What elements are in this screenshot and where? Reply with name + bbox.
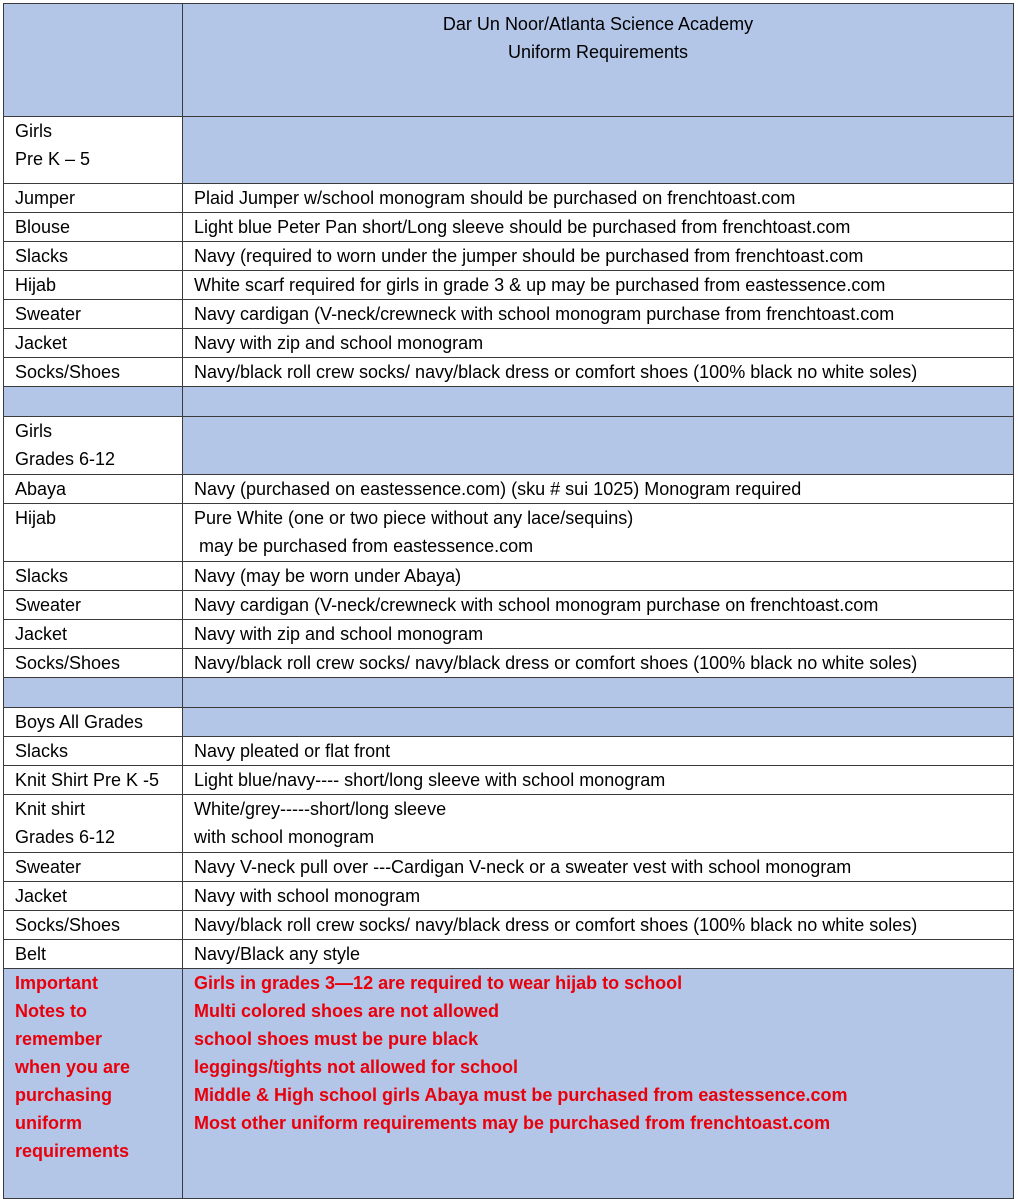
item-description: Navy with zip and school monogram bbox=[183, 620, 1014, 649]
item-description: Navy pleated or flat front bbox=[183, 737, 1014, 766]
item-description: Light blue Peter Pan short/Long sleeve should be purchased from frenchtoast.com bbox=[183, 213, 1014, 242]
notes-label-line: Notes to bbox=[15, 1001, 87, 1021]
table-row bbox=[4, 242, 1014, 271]
title-blank-cell bbox=[4, 4, 183, 117]
table-row bbox=[4, 358, 1014, 387]
table-row bbox=[4, 649, 1014, 678]
notes-label-line: purchasing bbox=[15, 1085, 113, 1105]
item-label: Slacks bbox=[4, 242, 183, 271]
note-line: Girls in grades 3—12 are required to wear hijab to school bbox=[194, 973, 683, 993]
item-label: Slacks bbox=[4, 562, 183, 591]
notes-label-line: remember bbox=[15, 1029, 103, 1049]
table-row bbox=[4, 591, 1014, 620]
table-row bbox=[4, 882, 1014, 911]
section-header-row bbox=[4, 117, 1014, 184]
table-row bbox=[4, 766, 1014, 795]
item-description: Navy/black roll crew socks/ navy/black dress or comfort shoes (100% black no white soles) bbox=[183, 911, 1014, 940]
table-row bbox=[4, 737, 1014, 766]
notes-row bbox=[4, 969, 1014, 1199]
table-row bbox=[4, 504, 1014, 562]
item-description: Navy/Black any style bbox=[183, 940, 1014, 969]
item-description-line-2: may be purchased from eastessence.com bbox=[199, 536, 534, 556]
note-line: Multi colored shoes are not allowed bbox=[194, 1001, 500, 1021]
item-description: Navy (may be worn under Abaya) bbox=[183, 562, 1014, 591]
item-label: Hijab bbox=[4, 271, 183, 300]
item-description-line-1: Pure White (one or two piece without any lace/sequins) bbox=[194, 508, 634, 528]
section-heading-line-2: Pre K – 5 bbox=[15, 149, 91, 169]
section-header-row bbox=[4, 708, 1014, 737]
title-line-1: Dar Un Noor/Atlanta Science Academy bbox=[442, 14, 754, 34]
item-description: Navy cardigan (V-neck/crewneck with school monogram purchase on frenchtoast.com bbox=[183, 591, 1014, 620]
section-heading-line-1: Girls bbox=[15, 421, 52, 441]
table-row bbox=[4, 184, 1014, 213]
table-row bbox=[4, 300, 1014, 329]
item-description: Navy with school monogram bbox=[183, 882, 1014, 911]
item-label-line-1: Knit shirt bbox=[15, 799, 86, 819]
table-row bbox=[4, 795, 1014, 853]
item-description: Navy/black roll crew socks/ navy/black dress or comfort shoes (100% black no white soles) bbox=[183, 358, 1014, 387]
item-description: Navy (required to worn under the jumper should be purchased from frenchtoast.com bbox=[183, 242, 1014, 271]
item-description: Navy with zip and school monogram bbox=[183, 329, 1014, 358]
spacer-row bbox=[4, 678, 1014, 708]
section-heading-line-2: Grades 6-12 bbox=[15, 449, 116, 469]
item-label: Abaya bbox=[4, 475, 183, 504]
item-label: Belt bbox=[4, 940, 183, 969]
item-label: Jacket bbox=[4, 329, 183, 358]
table-row bbox=[4, 940, 1014, 969]
item-description-line-2: with school monogram bbox=[194, 827, 375, 847]
table-row bbox=[4, 329, 1014, 358]
item-description bbox=[183, 504, 1014, 562]
item-label: Blouse bbox=[4, 213, 183, 242]
item-description: Navy/black roll crew socks/ navy/black dress or comfort shoes (100% black no white soles) bbox=[183, 649, 1014, 678]
item-description: Navy cardigan (V-neck/crewneck with school monogram purchase from frenchtoast.com bbox=[183, 300, 1014, 329]
notes-label-line: when you are bbox=[15, 1057, 131, 1077]
section-heading bbox=[4, 117, 183, 184]
table-row bbox=[4, 620, 1014, 649]
item-label: Socks/Shoes bbox=[4, 911, 183, 940]
section-header-fill bbox=[183, 117, 1014, 184]
notes-label bbox=[4, 969, 183, 1199]
item-label: Socks/Shoes bbox=[4, 649, 183, 678]
item-description: Navy V-neck pull over ---Cardigan V-neck or a sweater vest with school monogram bbox=[183, 853, 1014, 882]
item-label: Sweater bbox=[4, 300, 183, 329]
table-row bbox=[4, 213, 1014, 242]
table-row bbox=[4, 911, 1014, 940]
section-header-fill bbox=[183, 417, 1014, 475]
notes-list bbox=[183, 969, 1014, 1199]
item-label: Jacket bbox=[4, 620, 183, 649]
item-label: Slacks bbox=[4, 737, 183, 766]
table-row bbox=[4, 562, 1014, 591]
item-description: Plaid Jumper w/school monogram should be purchased on frenchtoast.com bbox=[183, 184, 1014, 213]
table-row bbox=[4, 853, 1014, 882]
title-row bbox=[4, 4, 1014, 117]
item-label: Hijab bbox=[4, 504, 183, 562]
table-row bbox=[4, 271, 1014, 300]
item-label: Socks/Shoes bbox=[4, 358, 183, 387]
item-label-line-2: Grades 6-12 bbox=[15, 827, 116, 847]
item-label: Sweater bbox=[4, 591, 183, 620]
section-heading-line-1: Girls bbox=[15, 121, 52, 141]
item-description-line-1: White/grey-----short/long sleeve bbox=[194, 799, 447, 819]
section-header-row bbox=[4, 417, 1014, 475]
item-description bbox=[183, 795, 1014, 853]
item-label: Jumper bbox=[4, 184, 183, 213]
notes-label-line: requirements bbox=[15, 1141, 130, 1161]
item-description: Light blue/navy---- short/long sleeve with school monogram bbox=[183, 766, 1014, 795]
table-row bbox=[4, 475, 1014, 504]
note-line: Most other uniform requirements may be purchased from frenchtoast.com bbox=[194, 1113, 831, 1133]
section-heading: Boys All Grades bbox=[4, 708, 183, 737]
note-line: leggings/tights not allowed for school bbox=[194, 1057, 518, 1077]
item-label: Jacket bbox=[4, 882, 183, 911]
spacer-row bbox=[4, 387, 1014, 417]
section-heading bbox=[4, 417, 183, 475]
item-description: White scarf required for girls in grade 3 & up may be purchased from eastessence.com bbox=[183, 271, 1014, 300]
uniform-table bbox=[3, 3, 1014, 1199]
notes-label-line: Important bbox=[15, 973, 98, 993]
item-label bbox=[4, 795, 183, 853]
note-line: school shoes must be pure black bbox=[194, 1029, 479, 1049]
section-header-fill bbox=[183, 708, 1014, 737]
title-line-2: Uniform Requirements bbox=[507, 42, 689, 62]
item-description: Navy (purchased on eastessence.com) (sku # sui 1025) Monogram required bbox=[183, 475, 1014, 504]
item-label: Sweater bbox=[4, 853, 183, 882]
title-cell bbox=[183, 4, 1014, 117]
item-label: Knit Shirt Pre K -5 bbox=[4, 766, 183, 795]
note-line: Middle & High school girls Abaya must be purchased from eastessence.com bbox=[194, 1085, 848, 1105]
notes-label-line: uniform bbox=[15, 1113, 82, 1133]
